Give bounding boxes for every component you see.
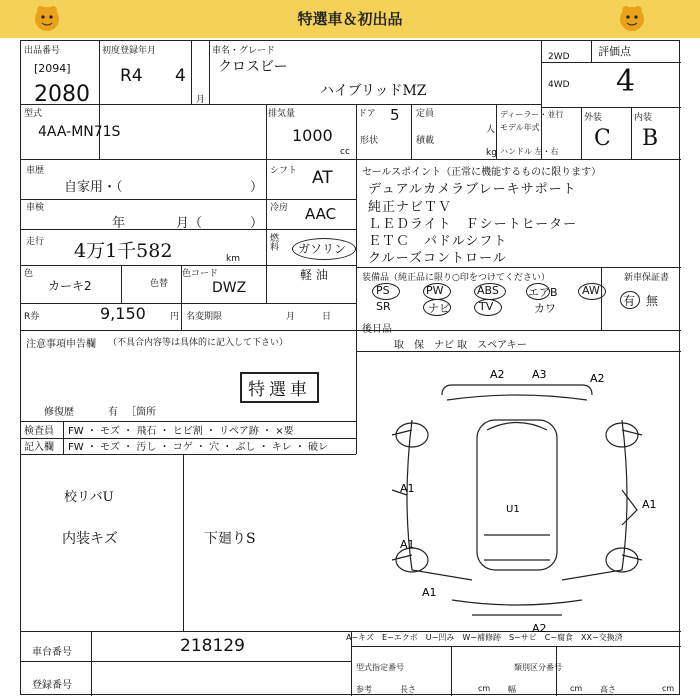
inspection-label: 車検 — [26, 203, 45, 213]
class-designation-label: 類別区分番号 — [514, 663, 562, 672]
equip-ps: PS — [376, 284, 390, 297]
color-change-label: 色替 — [150, 279, 169, 289]
interior-grade: B — [642, 126, 659, 151]
car-name-label: 車名・グレード — [212, 46, 276, 56]
capacity-label: 定員 — [416, 109, 435, 119]
sales-point-4: ＥＴＣ パドルシフト — [368, 234, 508, 249]
shape-label: 形状 — [360, 136, 379, 146]
usage-close: ） — [250, 180, 264, 195]
ac-label: 冷房 — [270, 203, 289, 213]
shift-value: AT — [312, 168, 333, 188]
notes-sub: （不具合内容等は具体的に記入して下さい） — [108, 338, 289, 348]
drive-2wd: 2WD — [548, 52, 570, 62]
mileage-value: 4万1千582 — [74, 240, 173, 262]
inspector-row-2: FW ・ モズ ・ 汚し ・ コゲ ・ 穴 ・ ぶし ・ キレ ・ 破レ — [68, 442, 329, 453]
inspector-label-1: 検査員 — [24, 426, 54, 437]
equip-sr: SR — [376, 300, 391, 313]
fuel-alt: 軽 油 — [300, 268, 328, 282]
dmg-mark-3: A2 — [590, 372, 605, 385]
car-grade: ハイブリッドMZ — [320, 83, 427, 99]
color-code: DWZ — [212, 280, 247, 296]
mileage-unit: km — [226, 254, 240, 264]
inspection-month: 月（ — [176, 216, 203, 231]
color-code-label: 色コード — [182, 269, 219, 279]
equip-pw: PW — [426, 284, 444, 297]
inspection-year: 年 — [112, 216, 126, 231]
car-diagram — [372, 360, 672, 640]
evaluation-label: 評価点 — [598, 45, 631, 58]
equip-airbag: エアB — [528, 286, 558, 299]
chassis-label: 車台番号 — [32, 647, 72, 658]
warranty-no: 無 — [646, 294, 659, 308]
sales-point-1: デュアルカメラブレーキサポート — [368, 182, 577, 197]
model-label: 型式 — [24, 109, 43, 119]
doors-label: ドア — [358, 109, 376, 119]
color-label: 色 — [24, 269, 34, 279]
height-unit: cm — [662, 684, 675, 693]
handwritten-note-c: 下廻りS — [204, 531, 256, 547]
dmg-mark-8: A1 — [422, 586, 437, 599]
usage-value: 自家用・（ — [64, 180, 123, 195]
warranty-yes: 有 — [623, 294, 636, 308]
color-value: カーキ2 — [48, 279, 92, 293]
after-install-value: 取 保 ナビ 取 スペアキー — [394, 340, 527, 351]
equip-tv: TV — [479, 300, 494, 313]
dmg-mark-6: A1 — [642, 498, 657, 511]
model-value: 4AA-MN71S — [38, 124, 121, 140]
handwritten-note-a: 校リバU — [64, 490, 114, 505]
drive-4wd: 4WD — [548, 80, 570, 90]
equip-navi: ナビ — [428, 302, 450, 315]
load-label: 積載 — [416, 136, 435, 146]
load-unit: kg — [486, 148, 497, 158]
registration-year: R4 — [120, 66, 143, 86]
exterior-grade: C — [594, 126, 611, 151]
dmg-mark-9: A2 — [532, 622, 547, 635]
dmg-mark-5: U1 — [506, 504, 520, 515]
special-stamp: 特選車 — [240, 372, 319, 403]
evaluation-score: 4 — [616, 64, 636, 99]
sales-points-label: セールスポイント（正常に機能するものに限ります） — [362, 167, 602, 178]
equipment-label: 装備品（純正品に限り○印をつけてください） — [362, 273, 550, 283]
lot-number: 2080 — [34, 82, 90, 107]
fuel-label: 燃料 — [270, 234, 280, 253]
dmg-mark-1: A2 — [490, 368, 505, 381]
damage-legend: A−キズ E−エクボ U−凹み W−補修跡 S−サビ C−腐食 XX−交換済 — [346, 633, 623, 642]
dealer-label: ディーラー・並行 — [500, 110, 564, 119]
page-title: 特選車＆初出品 — [297, 10, 403, 28]
lot-label: 出品番号 — [24, 46, 61, 56]
ac-value: AAC — [305, 205, 337, 223]
fuel-value: ガソリン — [298, 242, 347, 256]
repair-place: ［箇所 — [126, 407, 156, 418]
displacement-value: 1000 — [292, 126, 333, 145]
dmg-mark-7: A1 — [400, 538, 415, 551]
width-unit: cm — [570, 684, 583, 693]
name-change-label: 名変期限 — [186, 312, 223, 322]
registration-month: 4 — [175, 66, 186, 86]
notes-label: 注意事項申告欄 — [26, 339, 96, 350]
month-unit: 月 — [196, 95, 206, 105]
inspector-label-2: 記入欄 — [24, 442, 54, 453]
lot-sub: [2094] — [34, 62, 71, 75]
mileage-label: 走行 — [26, 237, 45, 247]
displacement-label: 排気量 — [268, 109, 296, 119]
length-unit: cm — [478, 684, 491, 693]
recycle-label: R券 — [24, 312, 40, 322]
recycle-unit: 円 — [170, 312, 180, 322]
repair-label: 修復歴 — [44, 407, 74, 418]
name-change-day: 日 — [322, 312, 332, 322]
dmg-mark-2: A3 — [532, 368, 547, 381]
length-label: 長さ — [400, 685, 416, 694]
usage-label: 車歴 — [26, 166, 45, 176]
height-label: 高さ — [600, 685, 616, 694]
reference-label: 参考 — [356, 685, 372, 694]
equip-aw: AW — [582, 284, 600, 297]
equip-leather: カワ — [534, 302, 556, 315]
handwritten-note-b: 内装キズ — [62, 531, 118, 547]
dmg-mark-4: A1 — [400, 482, 415, 495]
displacement-unit: cc — [340, 147, 350, 157]
sales-point-5: クルーズコントロール — [368, 251, 507, 266]
warranty-label: 新車保証書 — [624, 273, 670, 283]
inspection-close: ） — [250, 216, 264, 231]
repair-value: 有 — [108, 407, 118, 418]
inspector-row-1: FW ・ モズ ・ 飛石 ・ ヒビ割 ・ リペア跡 ・ ×要 — [68, 426, 294, 437]
shift-label: シフト — [270, 166, 298, 176]
type-designation-label: 型式指定番号 — [356, 663, 404, 672]
doors-value: 5 — [390, 106, 400, 124]
model-year-label: モデル年式 — [500, 123, 540, 132]
handle-label: ハンドル 左・右 — [500, 147, 559, 156]
capacity-unit: 人 — [486, 125, 496, 135]
equip-abs: ABS — [477, 284, 499, 297]
sales-point-2: 純正ナビＴＶ — [368, 200, 453, 215]
car-name: クロスビー — [218, 59, 288, 75]
interior-label: 内装 — [634, 113, 653, 123]
recycle-value: 9,150 — [100, 304, 146, 323]
after-install-label: 後日品 — [362, 324, 392, 335]
chassis-number: 218129 — [180, 636, 245, 656]
reg-number-label: 登録番号 — [32, 680, 72, 691]
sales-point-3: ＬＥＤライト Ｆシートヒーター — [368, 217, 578, 232]
exterior-label: 外装 — [584, 113, 603, 123]
width-label: 幅 — [508, 685, 516, 694]
name-change-month: 月 — [286, 312, 296, 322]
registration-label: 初度登録年月 — [102, 46, 157, 56]
